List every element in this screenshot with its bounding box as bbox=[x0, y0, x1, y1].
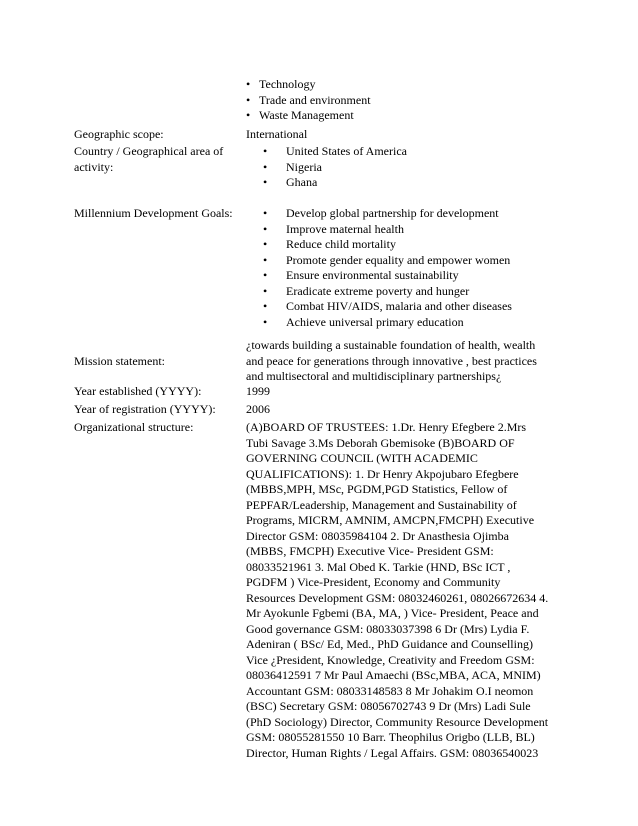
list-item: • Waste Management bbox=[246, 108, 354, 122]
year-established-value: 1999 bbox=[246, 384, 270, 398]
bullet-icon: • bbox=[263, 237, 268, 251]
mdg-list bbox=[246, 206, 564, 330]
country-list bbox=[246, 144, 564, 191]
bullet-icon: • bbox=[263, 299, 268, 313]
list-item: • Improve maternal health bbox=[263, 221, 404, 236]
org-structure-label: Organizational structure: bbox=[74, 420, 194, 434]
bullet-icon: • bbox=[263, 252, 268, 267]
list-item: • Achieve universal primary education bbox=[263, 314, 464, 329]
top-bullet-list bbox=[246, 77, 564, 124]
bullet-icon: • bbox=[263, 314, 268, 329]
list-item: • United States of America bbox=[263, 144, 407, 158]
bullet-icon: • bbox=[263, 283, 268, 298]
list-item: • Technology bbox=[246, 77, 316, 91]
bullet-icon: • bbox=[246, 92, 251, 107]
bullet-icon: • bbox=[263, 159, 268, 174]
bullet-icon: • bbox=[263, 144, 268, 158]
bullet-icon: • bbox=[246, 77, 251, 91]
list-item: • Ghana bbox=[263, 175, 318, 189]
list-item: • Reduce child mortality bbox=[263, 237, 396, 251]
geographic-scope-label: Geographic scope: bbox=[74, 127, 164, 141]
year-registration-label: Year of registration (YYYY): bbox=[74, 402, 216, 416]
country-area-label: Country / Geographical area of activity: bbox=[74, 144, 224, 174]
bullet-icon: • bbox=[263, 175, 268, 189]
bullet-icon: • bbox=[246, 108, 251, 122]
list-item: • Eradicate extreme poverty and hunger bbox=[263, 283, 470, 298]
bullet-icon: • bbox=[263, 206, 268, 220]
geographic-scope-value: International bbox=[246, 127, 308, 141]
bullet-icon: • bbox=[263, 221, 268, 236]
list-item: • Ensure environmental sustainability bbox=[263, 268, 459, 282]
year-established-label: Year established (YYYY): bbox=[74, 384, 202, 398]
year-registration-value: 2006 bbox=[246, 402, 270, 416]
bullet-icon: • bbox=[263, 268, 268, 282]
list-item: • Trade and environment bbox=[246, 92, 371, 107]
mission-text: ¿towards building a sustainable foundation of health, wealth and peace for generations through innovative , best practices and multisectoral and multidisciplinary partnerships¿ bbox=[246, 338, 537, 383]
list-item: • Combat HIV/AIDS, malaria and other diseases bbox=[263, 299, 512, 313]
mdg-label: Millennium Development Goals: bbox=[74, 206, 233, 220]
mission-label: Mission statement: bbox=[74, 353, 165, 368]
list-item: • Nigeria bbox=[263, 159, 322, 174]
list-item: • Develop global partnership for development bbox=[263, 206, 499, 220]
list-item: • Promote gender equality and empower women bbox=[263, 252, 511, 267]
org-structure-text: (A)BOARD OF TRUSTEES: 1.Dr. Henry Efegbere 2.Mrs Tubi Savage 3.Ms Deborah Gbemisoke (B)BOARD OF GOVERNING COUNCIL (WITH ACADEMIC QUALIFICATIONS): 1. Dr Henry Akpojubaro Efegbere (MBBS,MPH, MSc, PGDM,PGD Statistics, Fellow of PEPFAR/Leadership, Management and Sustainability of Programs, MICRM, AMNIM, AMCPN,FMCPH) Executive Director GSM: 08035984104 2. Dr Anasthesia Ojimba (MBBS, FMCPH) Executive Vice- President GSM: 08033521961 3. Mal Obed K. Tarkie (HND, BSc ICT , PGDFM ) Vice-President, Economy and Community Resources Development GSM: 08032460261, 08026672634 4. Mr Ayokunle Fgbemi (BA, MA, ) Vice- President, Peace and Good governance GSM: 08033037398 6 Dr (Mrs) Lydia F. Adeniran ( BSc/ Ed, Med., PhD Guidance and Counselling) Vice ¿President, Knowledge, Creativity and Freedom GSM: 08036412591 7 Mr Paul Amaechi (BSc,MBA, ACA, MNIM) Accountant GSM: 08033148583 8 Mr Johakim O.I neomon (BSC) Secretary GSM: 08056702743 9 Dr (Mrs) Ladi Sule (PhD Sociology) Director, Community Resource Development GSM: 08055281550 10 Barr. Theophilus Origbo (LLB, BL) Director, Human Rights / Legal Affairs. GSM: 08036540023 bbox=[246, 420, 549, 760]
